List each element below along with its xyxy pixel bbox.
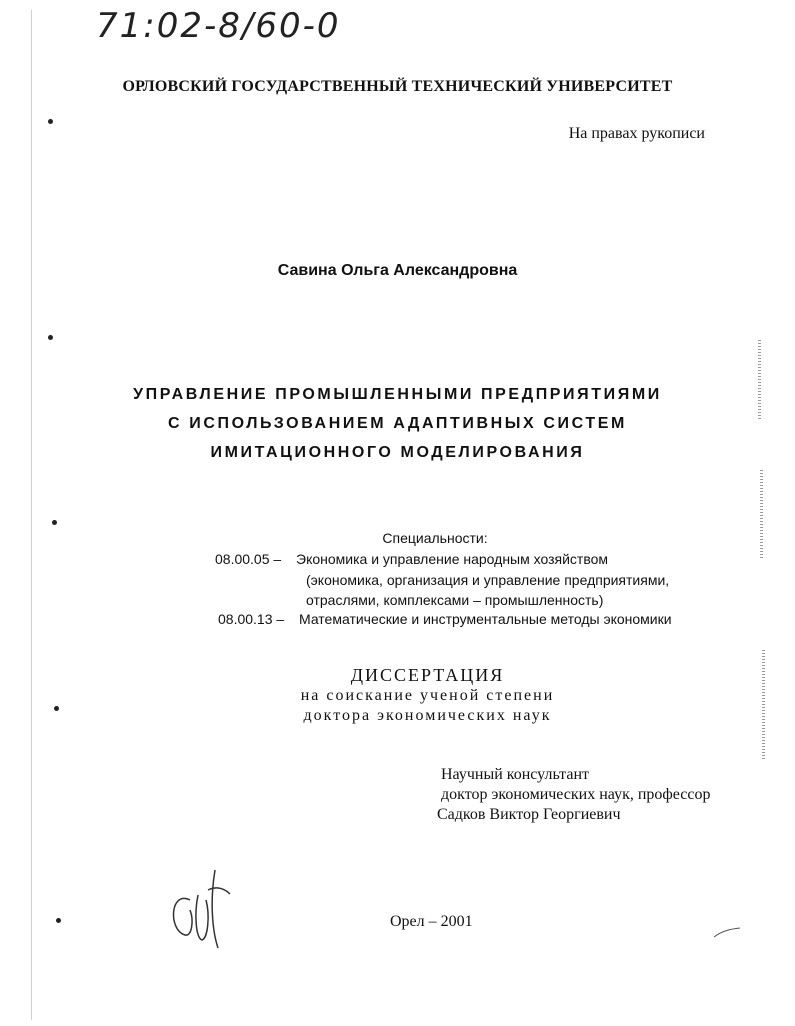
scan-mark: [48, 335, 53, 340]
specialty-detail: (экономика, организация и управление предприятиями,: [306, 572, 670, 588]
scan-mark: [48, 119, 53, 124]
archive-number: 71:02-8/60-0: [96, 6, 341, 46]
degree-line: на соискание ученой степени: [300, 687, 555, 704]
dissertation-label: ДИССЕРТАЦИЯ: [350, 665, 505, 685]
specialty-name: Экономика и управление народным хозяйством: [296, 551, 609, 567]
degree-line: доктора экономических наук: [303, 707, 552, 724]
scan-margin-line: [31, 10, 32, 1020]
dissertation-title: [0, 380, 795, 467]
title-line: ИМИТАЦИОННОГО МОДЕЛИРОВАНИЯ: [210, 444, 585, 461]
title-line: С ИСПОЛЬЗОВАНИЕМ АДАПТИВНЫХ СИСТЕМ: [168, 415, 627, 432]
consultant-name: Садков Виктор Георгиевич: [437, 806, 621, 823]
scan-mark: [52, 520, 57, 525]
specialty-name: Математические и инструментальные методы экономики: [299, 611, 672, 627]
handwritten-signature: [160, 860, 240, 950]
author-name: Савина Ольга Александровна: [277, 262, 518, 279]
consultant-degree: доктор экономических наук, профессор: [441, 786, 711, 803]
specialty-code: 08.00.05 –: [215, 551, 282, 567]
specialty-code: 08.00.13 –: [218, 611, 285, 627]
pen-mark: [712, 925, 742, 941]
manuscript-note: На правах рукописи: [568, 125, 705, 142]
specialty-detail: отраслями, комплексами – промышленность): [306, 592, 604, 608]
city-year: Орел – 2001: [390, 913, 473, 930]
scan-mark: [56, 918, 61, 923]
university-name: ОРЛОВСКИЙ ГОСУДАРСТВЕННЫЙ ТЕХНИЧЕСКИЙ УНИВЕРСИТЕТ: [122, 78, 673, 95]
title-line: УПРАВЛЕНИЕ ПРОМЫШЛЕННЫМИ ПРЕДПРИЯТИЯМИ: [133, 386, 662, 403]
specialties-heading: Специальности:: [382, 530, 488, 546]
consultant-label: Научный консультант: [441, 766, 589, 783]
scan-edge-stripe: [760, 470, 763, 560]
